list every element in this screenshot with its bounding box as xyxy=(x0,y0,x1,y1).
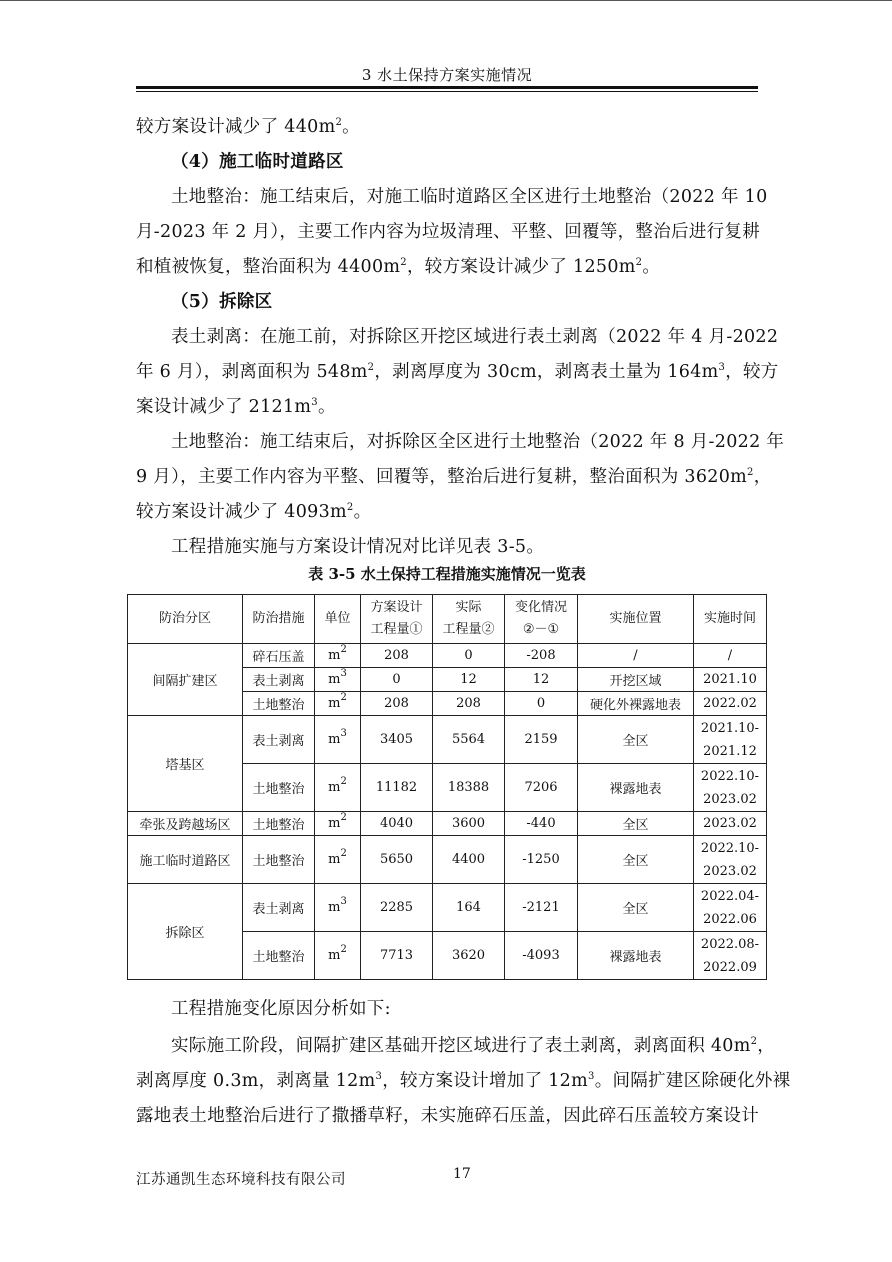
actual-cell: 0 xyxy=(433,644,505,668)
header-zone: 防治分区 xyxy=(128,595,243,644)
table-row xyxy=(128,884,767,932)
measure-cell: 土地整治 xyxy=(243,812,315,836)
actual-cell: 164 xyxy=(433,884,505,932)
planned-cell: 0 xyxy=(361,668,433,692)
paragraph-continuation: 较方案设计减少了 $440m^2$。 xyxy=(136,117,360,137)
planned-cell: 11182 xyxy=(361,764,433,812)
change-cell: 0 xyxy=(505,692,578,716)
change-cell: -1250 xyxy=(505,836,578,884)
section-heading-temporary-road: （4）施工临时道路区 xyxy=(171,152,344,172)
header-unit: 单位 xyxy=(315,595,361,644)
paragraph-table-reference: 工程措施实施与方案设计情况对比详见表 3-5。 xyxy=(171,537,545,557)
header-location: 实施位置 xyxy=(578,595,694,644)
unit-cell: $m^2$ xyxy=(315,644,361,668)
time-cell: / xyxy=(694,644,767,668)
measures-table xyxy=(127,594,767,980)
actual-cell: 3600 xyxy=(433,812,505,836)
zone-cell: 间隔扩建区 xyxy=(128,644,243,716)
time-cell: 2023.02 xyxy=(694,812,767,836)
planned-cell: 7713 xyxy=(361,932,433,980)
planned-cell: 5650 xyxy=(361,836,433,884)
zone-cell: 牵张及跨越场区 xyxy=(128,812,243,836)
paragraph-analysis-line-2: 剥离厚度 0.3m，剥离量 $12m^3$，较方案设计增加了 $12m^3$。间隔扩建区除硬化外裸 xyxy=(136,1071,791,1091)
change-cell: -2121 xyxy=(505,884,578,932)
header-actual: 实际 工程量② xyxy=(433,595,505,644)
actual-cell: 4400 xyxy=(433,836,505,884)
paragraph-stripping-line-3: 案设计减少了 $2121m^3$。 xyxy=(136,397,336,417)
unit-cell: $m^2$ xyxy=(315,836,361,884)
planned-cell: 4040 xyxy=(361,812,433,836)
unit-cell: $m^2$ xyxy=(315,932,361,980)
measure-cell: 表土剥离 xyxy=(243,884,315,932)
location-cell: 裸露地表 xyxy=(578,764,694,812)
unit-cell: $m^2$ xyxy=(315,764,361,812)
table-row xyxy=(128,836,767,884)
page-top-border xyxy=(0,0,892,1)
change-cell: -440 xyxy=(505,812,578,836)
page-number: 17 xyxy=(453,1166,471,1182)
measure-cell: 土地整治 xyxy=(243,932,315,980)
unit-cell: $m^3$ xyxy=(315,716,361,764)
measure-cell: 表土剥离 xyxy=(243,716,315,764)
footer-company: 江苏通凯生态环境科技有限公司 xyxy=(136,1172,346,1188)
paragraph-analysis-line-1: 实际施工阶段，间隔扩建区基础开挖区域进行了表土剥离，剥离面积 $40m^2$， xyxy=(171,1036,776,1056)
time-cell: 2022.08- 2022.09 xyxy=(694,932,767,980)
header-measure: 防治措施 xyxy=(243,595,315,644)
location-cell: 硬化外裸露地表 xyxy=(578,692,694,716)
location-cell: 全区 xyxy=(578,836,694,884)
change-cell: -208 xyxy=(505,644,578,668)
paragraph-stripping-line-2: 年 6 月），剥离面积为 $548m^2$，剥离厚度为 30cm，剥离表土量为 $164m^3$，较方 xyxy=(136,362,779,382)
location-cell: / xyxy=(578,644,694,668)
time-cell: 2022.10- 2023.02 xyxy=(694,764,767,812)
change-cell: 12 xyxy=(505,668,578,692)
time-cell: 2022.04- 2022.06 xyxy=(694,884,767,932)
paragraph-land-line-3: 较方案设计减少了 $4093m^2$。 xyxy=(136,502,372,522)
measure-cell: 土地整治 xyxy=(243,764,315,812)
paragraph-land-line-1: 土地整治：施工结束后，对拆除区全区进行土地整治（2022 年 8 月-2022 年 xyxy=(171,432,785,452)
time-cell: 2021.10 xyxy=(694,668,767,692)
unit-cell: $m^3$ xyxy=(315,884,361,932)
zone-cell: 塔基区 xyxy=(128,716,243,812)
header-planned: 方案设计 工程量① xyxy=(361,595,433,644)
paragraph-road-line-2: 月-2023 年 2 月），主要工作内容为垃圾清理、平整、回覆等，整治后进行复耕 xyxy=(136,222,761,242)
section-heading-demolition: （5）拆除区 xyxy=(171,292,273,312)
time-cell: 2022.10- 2023.02 xyxy=(694,836,767,884)
planned-cell: 2285 xyxy=(361,884,433,932)
actual-cell: 5564 xyxy=(433,716,505,764)
measure-cell: 碎石压盖 xyxy=(243,644,315,668)
header-rule-thin xyxy=(136,91,758,92)
header-time: 实施时间 xyxy=(694,595,767,644)
paragraph-land-line-2: 9 月），主要工作内容为平整、回覆等，整治后进行复耕，整治面积为 $3620m^2$， xyxy=(136,467,772,487)
paragraph-road-line-3: 和植被恢复，整治面积为 $4400m^2$，较方案设计减少了 $1250m^2$。 xyxy=(136,257,661,277)
actual-cell: 12 xyxy=(433,668,505,692)
measure-cell: 土地整治 xyxy=(243,836,315,884)
table-row xyxy=(128,812,767,836)
paragraph-road-line-1: 土地整治：施工结束后，对施工临时道路区全区进行土地整治（2022 年 10 xyxy=(171,187,768,207)
planned-cell: 3405 xyxy=(361,716,433,764)
measure-cell: 表土剥离 xyxy=(243,668,315,692)
unit-cell: $m^2$ xyxy=(315,692,361,716)
location-cell: 裸露地表 xyxy=(578,932,694,980)
unit-cell: $m^3$ xyxy=(315,668,361,692)
measure-cell: 土地整治 xyxy=(243,692,315,716)
location-cell: 开挖区域 xyxy=(578,668,694,692)
table-row xyxy=(128,716,767,764)
paragraph-stripping-line-1: 表土剥离：在施工前，对拆除区开挖区域进行表土剥离（2022 年 4 月-2022 xyxy=(171,327,779,347)
table-header-row xyxy=(128,595,767,644)
location-cell: 全区 xyxy=(578,884,694,932)
table-caption: 表 3-5 水土保持工程措施实施情况一览表 xyxy=(308,565,586,583)
zone-cell: 拆除区 xyxy=(128,884,243,980)
time-cell: 2022.02 xyxy=(694,692,767,716)
paragraph-analysis-line-3: 露地表土地整治后进行了撒播草籽，未实施碎石压盖，因此碎石压盖较方案设计 xyxy=(136,1106,759,1126)
time-cell: 2021.10- 2021.12 xyxy=(694,716,767,764)
actual-cell: 208 xyxy=(433,692,505,716)
planned-cell: 208 xyxy=(361,644,433,668)
change-cell: -4093 xyxy=(505,932,578,980)
header-rule-thick xyxy=(136,86,758,89)
zone-cell: 施工临时道路区 xyxy=(128,836,243,884)
actual-cell: 18388 xyxy=(433,764,505,812)
table-row xyxy=(128,644,767,668)
paragraph-analysis-intro: 工程措施变化原因分析如下: xyxy=(171,999,391,1019)
header-change: 变化情况 ②－① xyxy=(505,595,578,644)
unit-cell: $m^2$ xyxy=(315,812,361,836)
location-cell: 全区 xyxy=(578,812,694,836)
change-cell: 7206 xyxy=(505,764,578,812)
actual-cell: 3620 xyxy=(433,932,505,980)
running-header: 3 水土保持方案实施情况 xyxy=(361,66,533,84)
change-cell: 2159 xyxy=(505,716,578,764)
location-cell: 全区 xyxy=(578,716,694,764)
planned-cell: 208 xyxy=(361,692,433,716)
